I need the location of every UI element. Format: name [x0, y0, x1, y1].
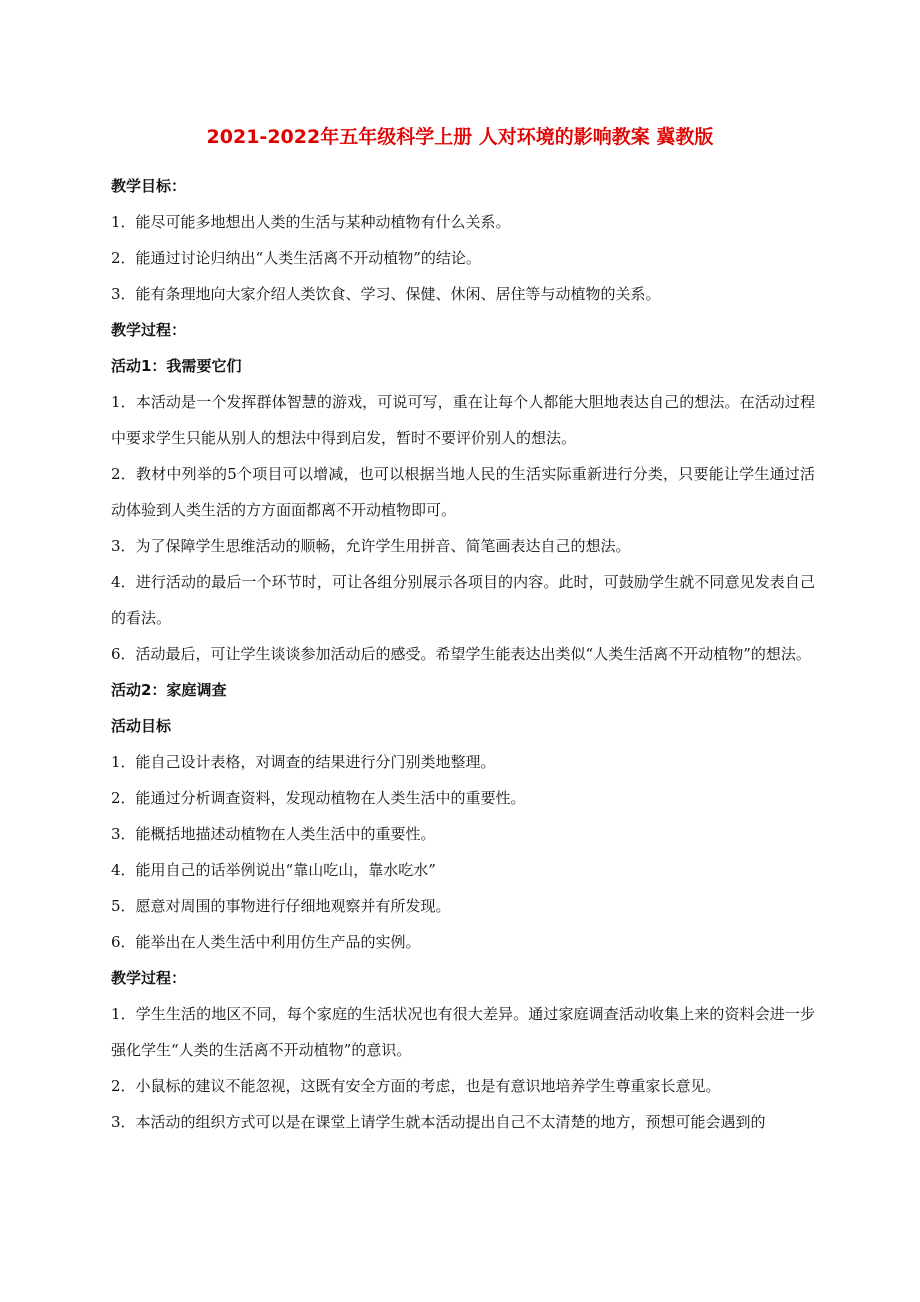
activity2-goal-item: 6．能举出在人类生活中利用仿生产品的实例。 — [111, 933, 421, 951]
activity2-goal-item: 1．能自己设计表格，对调查的结果进行分门别类地整理。 — [111, 753, 496, 771]
activity1-item: 2．教材中列举的5个项目可以增减，也可以根据当地人民的生活实际重新进行分类，只要能让学生通过活动体验到人类生活的方方面面都离不开动植物即可。 — [111, 465, 815, 519]
activity1-item: 1．本活动是一个发挥群体智慧的游戏，可说可写，重在让每个人都能大胆地表达自己的想法。在活动过程中要求学生只能从别人的想法中得到启发，暂时不要评价别人的想法。 — [111, 393, 815, 447]
goal-item: 1．能尽可能多地想出人类的生活与某种动植物有什么关系。 — [111, 213, 511, 231]
section-heading-goals: 教学目标： — [111, 177, 187, 195]
activity2-heading: 活动2：家庭调查 — [111, 681, 227, 699]
activity2-goal-item: 5．愿意对周围的事物进行仔细地观察并有所发现。 — [111, 897, 451, 915]
activity1-item: 6．活动最后，可让学生谈谈参加活动后的感受。希望学生能表达出类似“人类生活离不开动植物”的想法。 — [111, 645, 811, 663]
activity1-item: 4．进行活动的最后一个环节时，可让各组分别展示各项目的内容。此时，可鼓励学生就不同意见发表自己的看法。 — [111, 573, 815, 627]
goal-item: 2．能通过讨论归纳出“人类生活离不开动植物”的结论。 — [111, 249, 481, 267]
goal-item: 3．能有条理地向大家介绍人类饮食、学习、保健、休闲、居住等与动植物的关系。 — [111, 285, 661, 303]
activity2-process-heading: 教学过程： — [111, 969, 187, 987]
activity2-goal-item: 4．能用自己的话举例说出“靠山吃山，靠水吃水” — [111, 861, 436, 879]
activity2-goals-heading: 活动目标 — [111, 717, 172, 735]
activity2-goal-item: 3．能概括地描述动植物在人类生活中的重要性。 — [111, 825, 436, 843]
activity2-process-item: 2．小鼠标的建议不能忽视，这既有安全方面的考虑，也是有意识地培养学生尊重家长意见。 — [111, 1077, 721, 1095]
activity2-process-item: 3．本活动的组织方式可以是在课堂上请学生就本活动提出自己不太清楚的地方，预想可能会遇到的 — [111, 1113, 766, 1131]
activity2-goal-item: 2．能通过分析调查资料，发现动植物在人类生活中的重要性。 — [111, 789, 526, 807]
activity2-process-item: 1．学生生活的地区不同，每个家庭的生活状况也有很大差异。通过家庭调查活动收集上来的资料会进一步强化学生“人类的生活离不开动植物”的意识。 — [111, 1005, 815, 1059]
document-body — [111, 168, 815, 1140]
document-title: 2021-2022年五年级科学上册 人对环境的影响教案 冀教版 — [206, 126, 714, 148]
activity1-item: 3．为了保障学生思维活动的顺畅，允许学生用拼音、简笔画表达自己的想法。 — [111, 537, 631, 555]
section-heading-process: 教学过程： — [111, 321, 187, 339]
activity1-heading: 活动1：我需要它们 — [111, 357, 242, 375]
